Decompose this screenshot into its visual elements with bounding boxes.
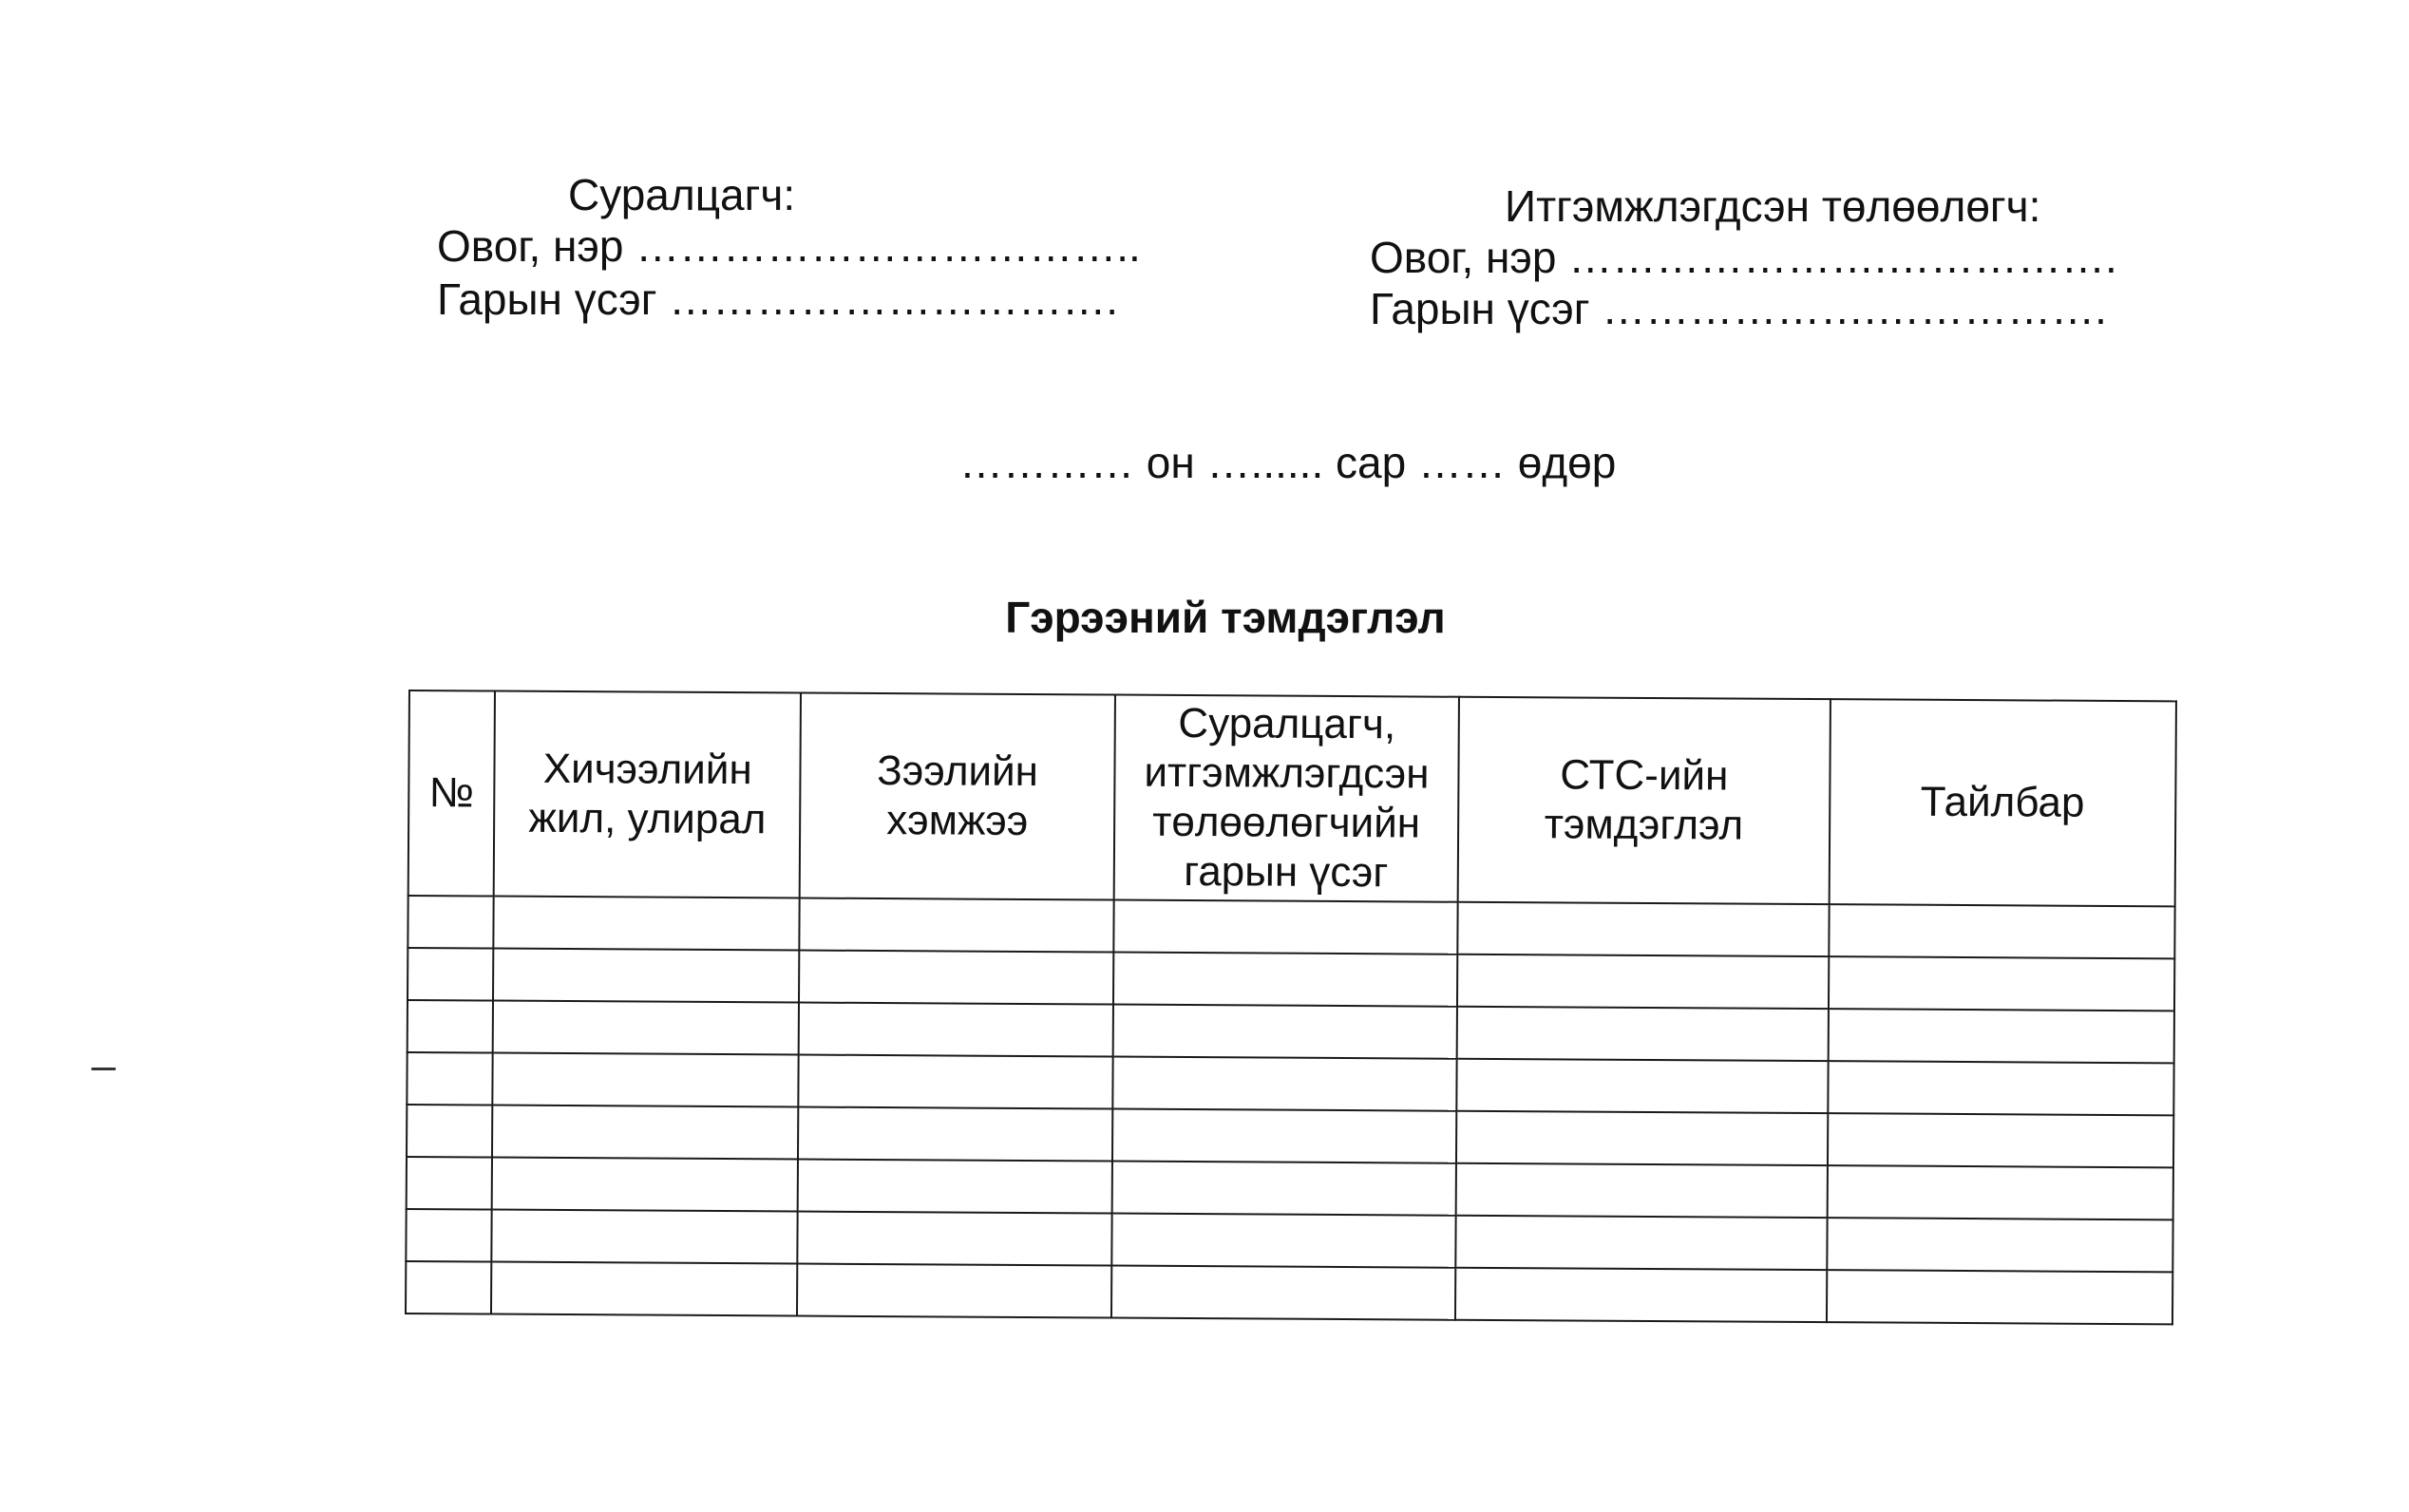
representative-heading: Итгэмжлэгдсэн төлөөлөгч: bbox=[1505, 181, 2041, 231]
table-cell[interactable] bbox=[1828, 1009, 2174, 1063]
student-heading: Суралцагч: bbox=[568, 170, 796, 219]
table-cell[interactable] bbox=[491, 1210, 798, 1264]
table-cell[interactable] bbox=[1828, 1061, 2174, 1115]
page-title-text: Гэрээний тэмдэглэл bbox=[1005, 593, 1446, 642]
table-cell[interactable] bbox=[798, 1160, 1112, 1214]
table-cell[interactable] bbox=[408, 1000, 493, 1053]
table-cell[interactable] bbox=[1456, 1059, 1828, 1113]
table-cell[interactable] bbox=[407, 1052, 492, 1106]
table-cell[interactable] bbox=[799, 951, 1113, 1005]
table-cell[interactable] bbox=[493, 897, 800, 951]
header-loan-amount: Зээлийн хэмжээ bbox=[800, 693, 1115, 900]
table-cell[interactable] bbox=[493, 1001, 800, 1055]
table-cell[interactable] bbox=[406, 1209, 491, 1262]
table-cell[interactable] bbox=[1827, 1270, 2173, 1324]
table-row bbox=[406, 1261, 2172, 1324]
table-cell[interactable] bbox=[1827, 1165, 2173, 1219]
table-cell[interactable] bbox=[492, 1158, 799, 1212]
table-cell[interactable] bbox=[1457, 954, 1829, 1009]
table-cell[interactable] bbox=[1827, 1218, 2173, 1272]
table-cell[interactable] bbox=[1112, 1005, 1457, 1059]
scan-artifact bbox=[91, 1068, 116, 1070]
table-cell[interactable] bbox=[1829, 956, 2175, 1011]
page-title bbox=[0, 591, 2409, 644]
table-cell[interactable] bbox=[406, 1261, 491, 1314]
table-cell[interactable] bbox=[1457, 902, 1829, 956]
header-sts-note: СТС-ийн тэмдэглэл bbox=[1458, 697, 1830, 904]
header-remarks: Тайлбар bbox=[1829, 699, 2176, 906]
table-cell[interactable] bbox=[1829, 904, 2175, 958]
table-cell[interactable] bbox=[407, 1105, 492, 1158]
table-cell[interactable] bbox=[798, 1212, 1112, 1266]
table-cell[interactable] bbox=[797, 1264, 1111, 1318]
header-signatures: Суралцагч, итгэмжлэгдсэн төлөөлөгчийн гарын үсэг bbox=[1113, 695, 1459, 902]
table-cell[interactable] bbox=[1112, 1109, 1457, 1163]
table-cell[interactable] bbox=[799, 1003, 1113, 1057]
table-cell[interactable] bbox=[1455, 1268, 1827, 1322]
table-cell[interactable] bbox=[1457, 1007, 1829, 1061]
table-cell[interactable] bbox=[798, 1107, 1112, 1162]
header-academic-year: Хичээлийн жил, улирал bbox=[494, 691, 802, 898]
table-cell[interactable] bbox=[1456, 1111, 1828, 1165]
table-body bbox=[406, 896, 2175, 1324]
table-cell[interactable] bbox=[800, 898, 1114, 953]
date-field[interactable]: ………… он …...... сар …… өдөр bbox=[959, 438, 1617, 487]
table-cell[interactable] bbox=[492, 1053, 799, 1107]
table-cell[interactable] bbox=[1828, 1113, 2174, 1167]
table-cell[interactable] bbox=[408, 896, 493, 949]
header-number: № bbox=[408, 690, 495, 897]
contract-record-table bbox=[405, 690, 2177, 1325]
table-cell[interactable] bbox=[1455, 1216, 1827, 1270]
representative-signature-field[interactable]: Гарын үсэг ……………….……………. bbox=[1370, 284, 2107, 333]
representative-name-field[interactable]: Овог, нэр ………………….……………. bbox=[1370, 233, 2117, 282]
table-cell[interactable] bbox=[1456, 1163, 1828, 1218]
table-cell[interactable] bbox=[1113, 953, 1458, 1007]
table-cell[interactable] bbox=[1112, 1057, 1457, 1111]
table-header-row bbox=[408, 690, 2176, 906]
table-cell[interactable] bbox=[493, 949, 800, 1003]
table-cell[interactable] bbox=[408, 948, 493, 1001]
table-cell[interactable] bbox=[1111, 1162, 1456, 1216]
table-cell[interactable] bbox=[1111, 1266, 1456, 1320]
table-cell[interactable] bbox=[492, 1106, 799, 1160]
table-cell[interactable] bbox=[1113, 900, 1458, 954]
student-signature-field[interactable]: Гарын үсэг …………………………. bbox=[437, 274, 1119, 324]
table-cell[interactable] bbox=[407, 1157, 492, 1210]
table-cell[interactable] bbox=[491, 1262, 798, 1316]
table-cell[interactable] bbox=[1111, 1214, 1456, 1268]
student-name-field[interactable]: Овог, нэр …………………………….. bbox=[437, 221, 1141, 271]
table-cell[interactable] bbox=[799, 1055, 1113, 1109]
